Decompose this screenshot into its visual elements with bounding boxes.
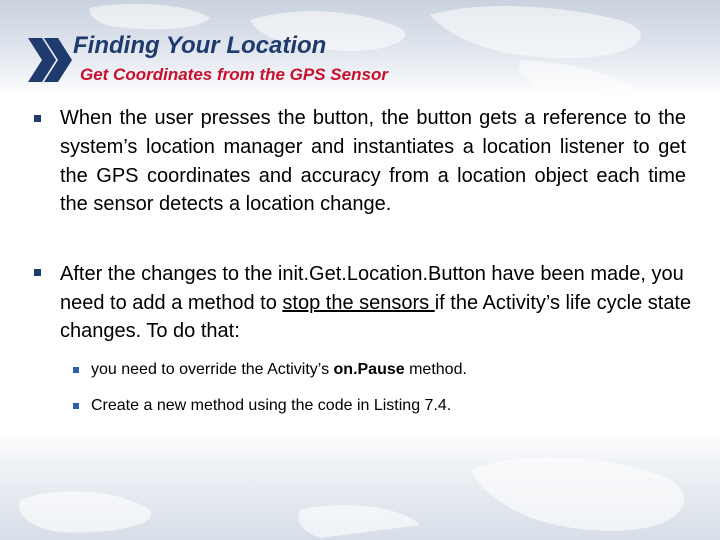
square-bullet-icon — [73, 367, 79, 373]
page-subtitle: Get Coordinates from the GPS Sensor — [80, 65, 388, 84]
square-bullet-icon — [34, 269, 41, 276]
sub-bullet-text — [91, 360, 467, 380]
square-bullet-icon — [34, 115, 41, 122]
sub-bullet-text: Create a new method using the code in Listing 7.4. — [91, 397, 452, 414]
square-bullet-icon — [73, 403, 79, 409]
stop-the-sensors-link[interactable]: stop the sensors — [282, 291, 435, 314]
header-band — [0, 0, 720, 96]
page-title: Finding Your Location — [73, 32, 327, 59]
double-chevron-right-icon — [26, 36, 74, 84]
footer-band — [0, 430, 720, 540]
bullet-text-part: if the Activity’s life cycle state changes. To do that: — [60, 291, 692, 343]
onpause-method-name: on.Pause — [333, 361, 405, 378]
bullet-text-part: After the changes to the init.Get.Location.Button have been made, you need to add a method to — [60, 263, 684, 314]
world-map-watermark-icon — [0, 430, 720, 540]
bullet-text: When the user presses the button, the button gets a reference to the system’s location manager and instantiates a location listener to get the GPS coordinates and accuracy from a location object each time the sensor detects a location change. — [60, 107, 686, 216]
sub-bullet-text-part: method. — [404, 361, 467, 378]
sub-bullet-text-part: you need to override the Activity’s — [91, 361, 334, 378]
bullet-text — [60, 260, 700, 346]
